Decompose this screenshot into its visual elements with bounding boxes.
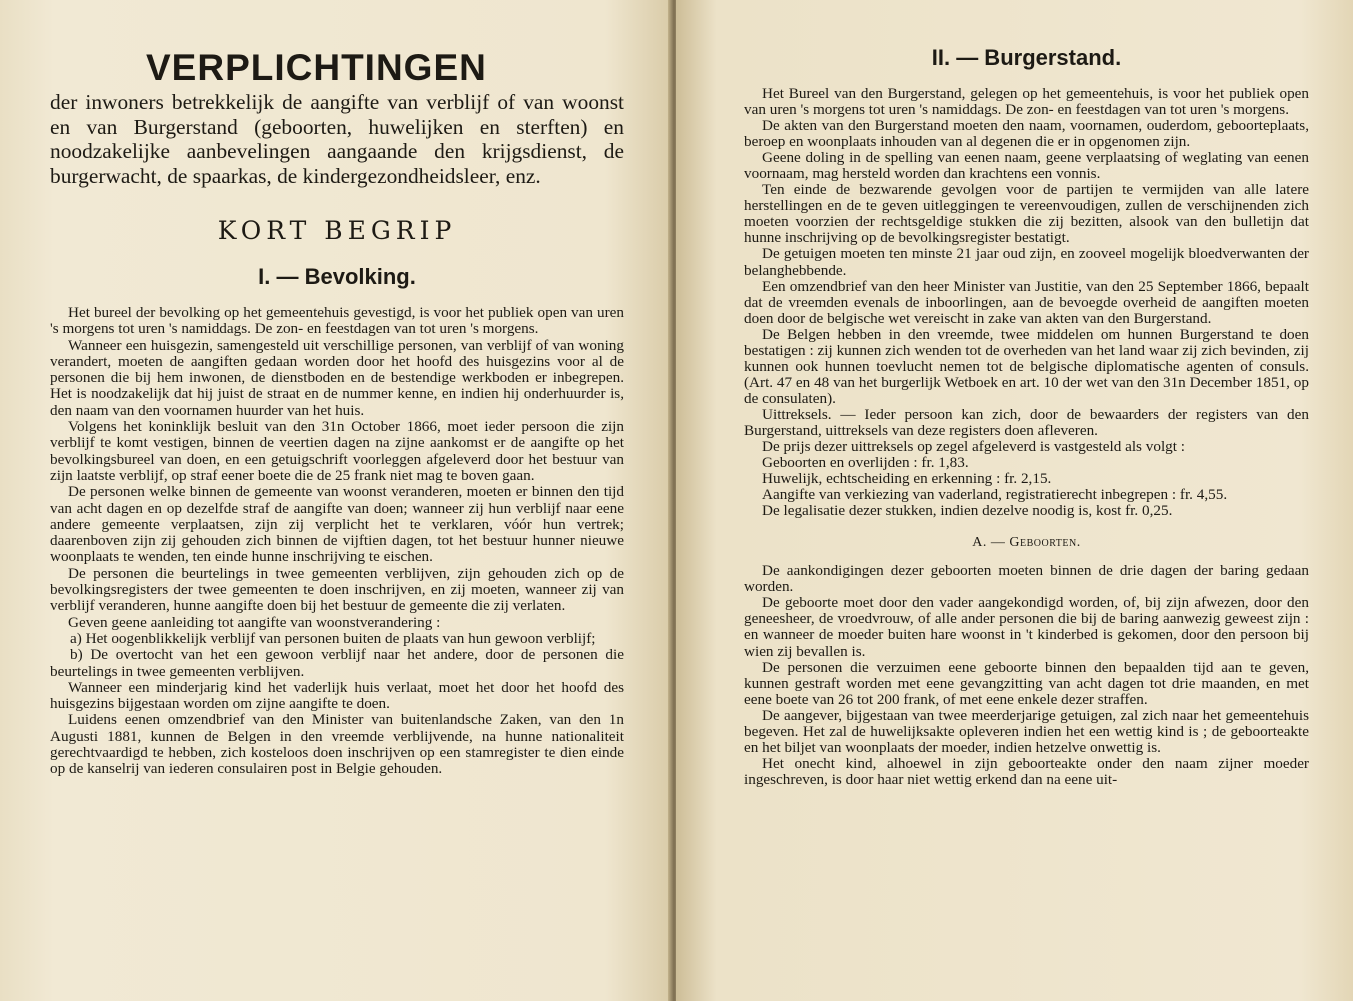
paragraph: Geven geene aanleiding tot aangifte van woonstverandering :: [68, 613, 441, 631]
paragraph: De personen die verzuimen eene geboorte binnen den bepaalden tijd aan te geven, kunnen gestraft worden met eene gevangzitting van acht dagen tot drie maanden, en met eene boete van 26 tot 200 frank, of met eene enkele dezer straffen.: [744, 658, 1309, 708]
section-heading-burgerstand: II. — Burgerstand.: [931, 45, 1122, 70]
paragraph: De legalisatie dezer stukken, indien dezelve noodig is, kost fr. 0,25.: [762, 502, 1173, 520]
paragraph: De prijs dezer uittreksels op zegel afgeleverd is vastgesteld als volgt :: [762, 438, 1186, 456]
paragraph: De personen die beurtelings in twee gemeenten verblijven, zijn gehouden zich op de bevolkingsregisters der twee gemeenten te doen inschrijven, en zij moeten, wanneer zij van verblijf veranderen, hunne aangifte doen bij het bestuur de gemeente die zij verlaten.: [50, 564, 624, 615]
price-line: Aangifte van verkiezing van vaderland, registratierecht inbegrepen : fr. 4,55.: [762, 486, 1228, 504]
geboorten-body: [744, 563, 1309, 788]
paragraph: De aangever, bijgestaan van twee meerderjarige getuigen, zal zich naar het gemeentehuis begeven. Het zal de huwelijksakte opleveren indien het een wettig kind is ; de geboorteakte en het biljet van woonplaats der moeder, indien hetzelve onwettig is.: [744, 706, 1309, 756]
paragraph: De akten van den Burgerstand moeten den naam, voornamen, ouderdom, geboorteplaats, beroep en woonplaats inhouden van al degenen die er in opgenomen zijn.: [744, 117, 1309, 151]
price-line: Geboorten en overlijden : fr. 1,83.: [762, 454, 969, 472]
paragraph: De getuigen moeten ten minste 21 jaar oud zijn, en zooveel mogelijk bloedverwanten der belanghebbende.: [744, 245, 1309, 279]
section-heading-bevolking: I. — Bevolking.: [258, 264, 416, 289]
paragraph: De geboorte moet door den vader aangekondigd worden, of, bij zijn afwezen, door den geneesheer, de vroedvrouw, of alle ander personen die bij de baring aanwezig geweest zijn : en wanneer de moeder buiten hare woonst in 't kinderbed is gekomen, door den persoon bij wien zij bevallen is.: [744, 594, 1309, 660]
paragraph: Geene doling in de spelling van eenen naam, geene verplaatsing of weglating van eenen voornaam, mag hersteld worden dan krachtens een vonnis.: [744, 149, 1309, 183]
paragraph: Het bureel der bevolking op het gemeentehuis gevestigd, is voor het publiek open van uren 's morgens tot uren 's namiddags. De zon- en feestdagen van tot uren 's morgens.: [50, 304, 624, 338]
burgerstand-body: [744, 86, 1309, 519]
kort-begrip-heading: KORT BEGRIP: [217, 216, 457, 245]
bevolking-body: [50, 305, 624, 778]
paragraph: De aankondigingen dezer geboorten moeten binnen de drie dagen der baring gedaan worden.: [744, 562, 1309, 596]
paragraph: Het onecht kind, alhoewel in zijn geboorteakte onder den naam zijner moeder ingeschreven, is door haar niet wettig erkend dan na eene uit-: [744, 754, 1309, 788]
right-page: [676, 0, 1353, 1001]
paragraph: Uittreksels. — Ieder persoon kan zich, door de bewaarders der registers van den Burgerstand, uittreksels van deze registers doen afleveren.: [744, 405, 1309, 439]
paragraph: Wanneer een minderjarig kind het vaderlijk huis verlaat, moet het door het hoofd des huisgezins bijgestaan worden om zijne aangifte te doen.: [50, 678, 624, 713]
paragraph: Wanneer een huisgezin, samengesteld uit verschillige personen, van verblijf of van woning verandert, moeten de aangiften gedaan worden door het hoofd des huisgezins voor al de personen die bij hem inwonen, de dienstboden en de bestendige werkboden er inbegrepen. Het is noodzakelijk dat hij juist de straat en de nummer kenne, en indien hij onderhuurder is, den naam van den voornamen huurder van het huis.: [50, 336, 624, 419]
paragraph: De Belgen hebben in den vreemde, twee middelen om hunnen Burgerstand te doen bestatigen : zij kunnen zich wenden tot de overheden van het land waar zij zich bevinden, zij kunnen ook hunnen toevlucht nemen tot de belgische diplomatische agenten of consuls. (Art. 47 en 48 van het burgerlijk Wetboek en art. 10 der wet van den 31n December 1851, op de consulaten).: [744, 325, 1309, 407]
paragraph: Luidens eenen omzendbrief van den Minister van buitenlandsche Zaken, van den 1n Augusti 1881, kunnen de Belgen in den vreemde verblijvende, na hunne nationaliteit gerechtvaardigd te hebben, zich kosteloos doen inschrijven op een stamregister te dien einde op de kanselrij van iederen consulairen post in Belgie gehouden.: [50, 711, 624, 778]
page-title: VERPLICHTINGEN: [146, 47, 487, 88]
list-item: b) De overtocht van het een gewoon verblijf naar het andere, door de personen die beurtelings in twee gemeenten verblijven.: [50, 646, 624, 680]
page-subtitle: der inwoners betrekkelijk de aangifte van verblijf of van woonst en van Burgerstand (geboorten, huwelijken en sterften) en noodzakelijke aanbevelingen aangaande den krijgsdienst, de burgerwacht, de spaarkas, de kindergezondheidsleer, enz.: [50, 90, 624, 188]
paragraph: Een omzendbrief van den heer Minister van Justitie, van den 25 September 1866, bepaalt dat de vreemden evenals de inboorlingen, aan de bevoegde overheid de aangiften moeten doen door de belgische wet vereischt in zake van akten van den Burgerstand.: [744, 277, 1309, 327]
left-page: [0, 0, 672, 1001]
list-item: a) Het oogenblikkelijk verblijf van personen buiten de plaats van hun gewoon verblijf;: [70, 629, 596, 647]
paragraph: Ten einde de bezwarende gevolgen voor de partijen te vermijden van alle latere herstellingen en de te geven uitleggingen te vereenvoudigen, zullen de verschijnenden zich moeten voorzien der rechtsgeldige stukken die zij bezitten, alsook van den bulletijn dat hunne inschrijving op de bevolkingsregister bestatigt.: [744, 181, 1309, 247]
subsection-heading-geboorten: A. — Geboorten.: [972, 535, 1081, 551]
price-line: Huwelijk, echtscheiding en erkenning : fr. 2,15.: [762, 470, 1052, 488]
paragraph: Het Bureel van den Burgerstand, gelegen op het gemeentehuis, is voor het publiek open van uren 's morgens tot uren 's namiddags. De zon- en feestdagen van tot uren 's morgens.: [744, 85, 1309, 119]
paragraph: Volgens het koninklijk besluit van den 31n October 1866, moet ieder persoon die zijn verblijf te komt vestigen, binnen de veertien dagen na zijne aankomst er de aangifte op het bevolkingsbureel van doen, en een getuigschrift voorleggen afgeleverd door het bestuur van zijn laatste verblijf, op straf eener boete die de 25 frank niet mag te boven gaan.: [50, 418, 624, 484]
paragraph: De personen welke binnen de gemeente van woonst veranderen, moeten er binnen den tijd van acht dagen en op dezelfde straf de aangifte van doen; wanneer zij hun verblijf naar eene andere gemeente verplaatsen, zijn zij verplicht het te verklaren, vóór hun vertrek; daarenboven zijn zij gehouden zich binnen de vijftien dagen, tot het bestuur hunner nieuwe woonplaats te wenden, ten einde hunne inschrijving te eischen.: [50, 483, 624, 566]
